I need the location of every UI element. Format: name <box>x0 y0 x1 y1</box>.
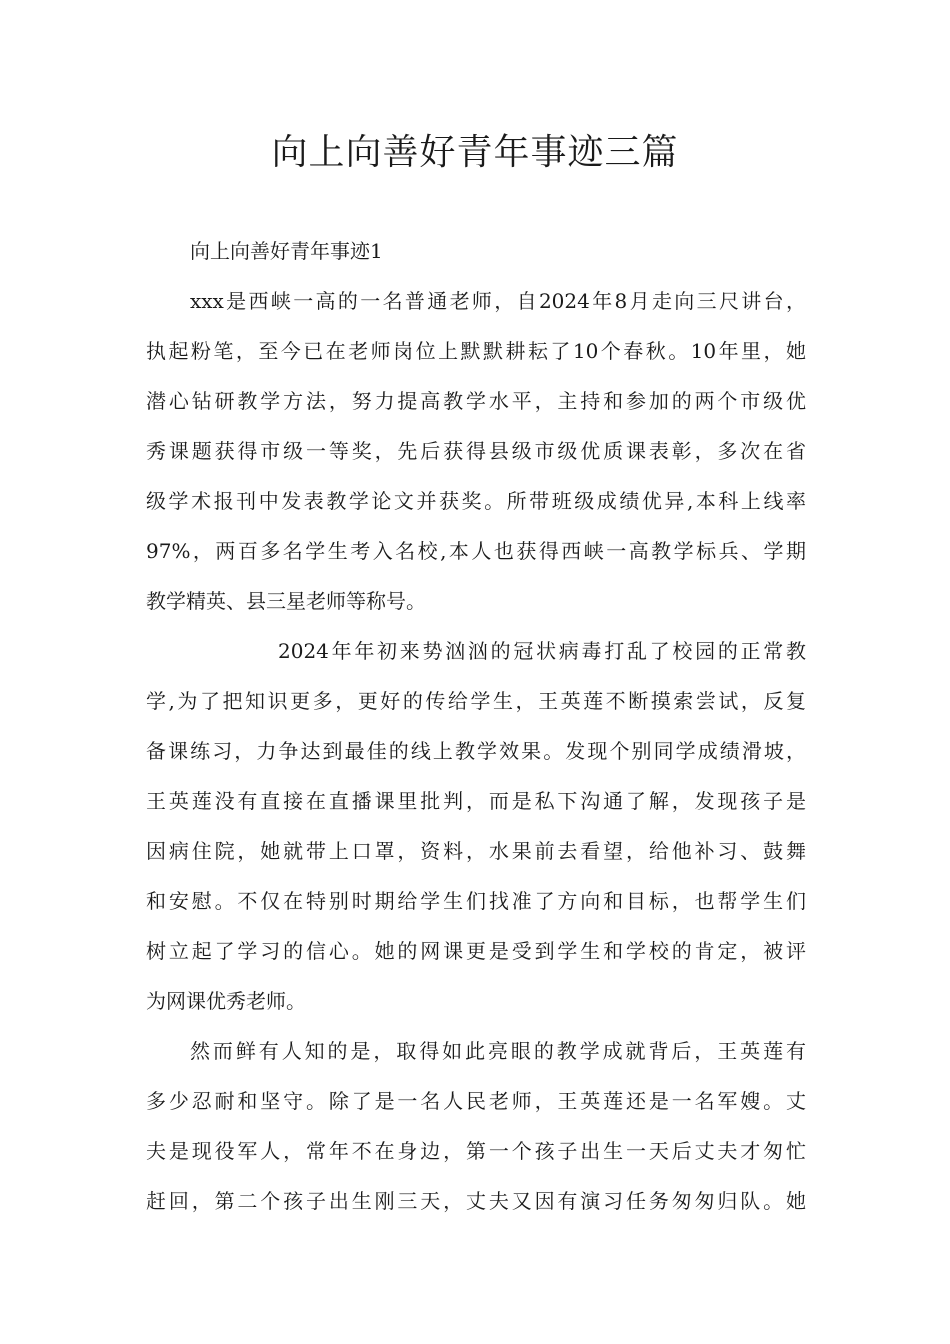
paragraph-line: 夫是现役军人，常年不在身边，第一个孩子出生一天后丈夫才匆忙 <box>146 1139 806 1163</box>
document-body <box>146 226 806 1226</box>
paragraph-line: 为网课优秀老师。 <box>146 989 306 1013</box>
paragraph-line: 然而鲜有人知的是，取得如此亮眼的教学成就背后，王英莲有 <box>190 1039 806 1063</box>
paragraph-line: 执起粉笔，至今已在老师岗位上默默耕耘了10个春秋。10年里，她 <box>146 339 806 363</box>
document-title: 向上向善好青年事迹三篇 <box>271 132 679 173</box>
paragraph-line: 赶回，第二个孩子出生刚三天，丈夫又因有演习任务匆匆归队。她 <box>146 1189 806 1213</box>
paragraph-line: 潜心钻研教学方法，努力提高教学水平，主持和参加的两个市级优 <box>146 389 806 413</box>
paragraph-line: 秀课题获得市级一等奖，先后获得县级市级优质课表彰，多次在省 <box>146 439 806 463</box>
paragraph-line: 多少忍耐和坚守。除了是一名人民老师，王英莲还是一名军嫂。丈 <box>146 1089 806 1113</box>
paragraph-line: 教学精英、县三星老师等称号。 <box>146 589 426 613</box>
paragraph-line: xxx是西峡一高的一名普通老师，自2024年8月走向三尺讲台， <box>190 289 806 313</box>
paragraph-line: 王英莲没有直接在直播课里批判，而是私下沟通了解，发现孩子是 <box>146 789 806 813</box>
paragraph-line: 学,为了把知识更多，更好的传给学生，王英莲不断摸索尝试，反复 <box>146 689 806 713</box>
paragraph-line: 树立起了学习的信心。她的网课更是受到学生和学校的肯定，被评 <box>146 939 806 963</box>
paragraph-line: 2024年年初来势汹汹的冠状病毒打乱了校园的正常教 <box>278 639 806 663</box>
paragraph-line: 97%，两百多名学生考入名校,本人也获得西峡一高教学标兵、学期 <box>146 539 806 563</box>
paragraph-line: 因病住院，她就带上口罩，资料，水果前去看望，给他补习、鼓舞 <box>146 839 806 863</box>
paragraph-line: 级学术报刊中发表教学论文并获奖。所带班级成绩优异,本科上线率 <box>146 489 806 513</box>
paragraph-line: 和安慰。不仅在特别时期给学生们找准了方向和目标，也帮学生们 <box>146 889 806 913</box>
section-heading: 向上向善好青年事迹1 <box>190 239 383 263</box>
paragraph-line: 备课练习，力争达到最佳的线上教学效果。发现个别同学成绩滑坡， <box>146 739 806 763</box>
